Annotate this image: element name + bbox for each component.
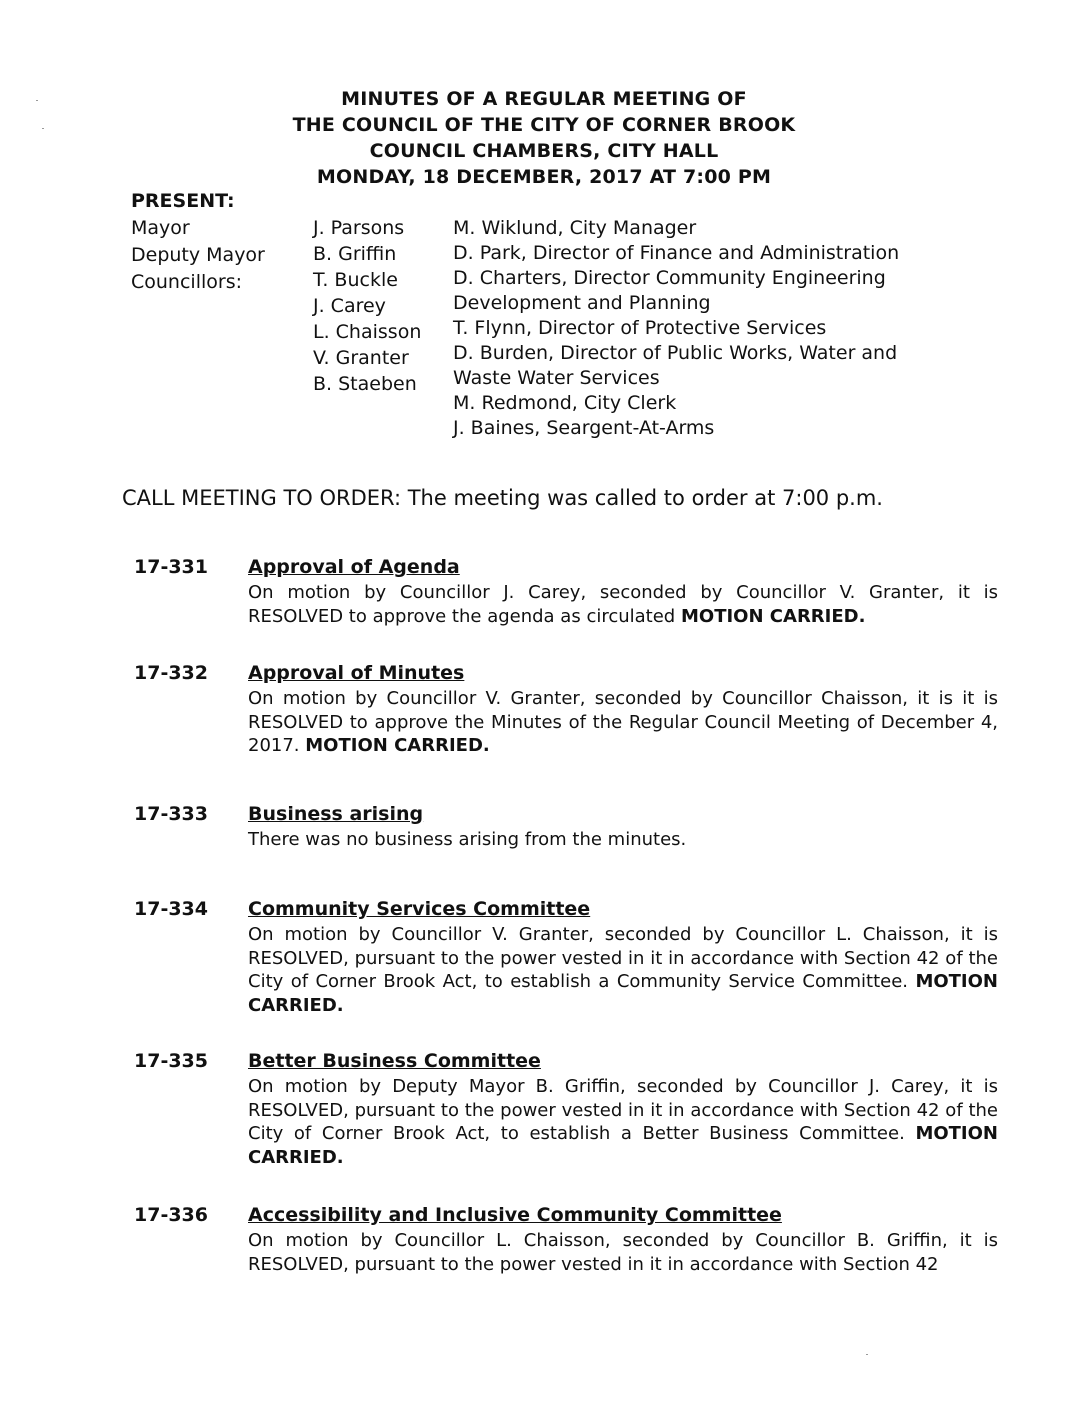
item-number: 17-335 <box>134 1050 208 1072</box>
item-title: Approval of Agenda <box>248 556 460 578</box>
attendee-name: V. Granter <box>313 347 409 369</box>
attendee-name: L. Chaisson <box>313 321 422 343</box>
heading-line-2: THE COUNCIL OF THE CITY OF CORNER BROOK <box>292 114 796 136</box>
attendee-name: J. Carey <box>313 295 386 317</box>
heading-line-1: MINUTES OF A REGULAR MEETING OF <box>341 88 747 110</box>
item-body <box>248 1075 998 1169</box>
staff-line: D. Charters, Director Community Engineering <box>453 267 886 289</box>
motion-result: MOTION CARRIED. <box>305 735 490 756</box>
attendee-name: J. Parsons <box>313 217 405 239</box>
item-body <box>248 828 998 852</box>
item-title: Approval of Minutes <box>248 662 465 684</box>
item-number: 17-336 <box>134 1204 208 1226</box>
item-title: Better Business Committee <box>248 1050 541 1072</box>
item-body <box>248 687 998 758</box>
item-text: There was no business arising from the minutes. <box>248 829 687 850</box>
attendee-names <box>313 216 421 398</box>
heading-line-3: COUNCIL CHAMBERS, CITY HALL <box>369 140 719 162</box>
item-number: 17-333 <box>134 803 208 825</box>
item-body <box>248 581 998 628</box>
staff-line: M. Redmond, City Clerk <box>453 392 677 414</box>
item-number: 17-334 <box>134 898 208 920</box>
attendee-roles <box>131 216 265 297</box>
present-label: PRESENT: <box>131 190 235 212</box>
motion-result: MOTION CARRIED. <box>248 971 998 1016</box>
item-title: Business arising <box>248 803 424 825</box>
attendee-name: B. Griffin <box>313 243 397 265</box>
attendee-name: T. Buckle <box>313 269 398 291</box>
item-body <box>248 923 998 1017</box>
role-label: Mayor <box>131 217 190 239</box>
staff-line: J. Baines, Seargent-At-Arms <box>453 417 715 439</box>
document-heading <box>0 86 1088 190</box>
item-body <box>248 1229 998 1276</box>
role-label: Deputy Mayor <box>131 244 265 266</box>
item-title: Accessibility and Inclusive Community Committee <box>248 1204 782 1226</box>
item-title: Community Services Committee <box>248 898 591 920</box>
item-number: 17-331 <box>134 556 208 578</box>
item-text: On motion by Councillor V. Granter, seconded by Councillor Chaisson, it is it is RESOLVED to approve the Minutes of the Regular Council Meeting of December 4, 2017. <box>248 688 998 756</box>
call-to-order: CALL MEETING TO ORDER: The meeting was called to order at 7:00 p.m. <box>122 486 883 510</box>
staff-line: D. Park, Director of Finance and Administration <box>453 242 900 264</box>
item-text: On motion by Councillor V. Granter, seconded by Councillor L. Chaisson, it is RESOLVED, pursuant to the power vested in it in accordance with Section 42 of the City of Corner Brook Act, to establish a Community Service Committee. <box>248 924 998 992</box>
staff-line: Development and Planning <box>453 292 711 314</box>
item-number: 17-332 <box>134 662 208 684</box>
role-label: Councillors: <box>131 271 242 293</box>
staff-list <box>453 216 899 441</box>
scan-speck <box>866 1354 868 1355</box>
scan-speck <box>36 100 38 101</box>
motion-result: MOTION CARRIED. <box>680 605 866 627</box>
staff-line: D. Burden, Director of Public Works, Water and <box>453 342 898 364</box>
item-text: On motion by Deputy Mayor B. Griffin, seconded by Councillor J. Carey, it is RESOLVED, pursuant to the power vested in it in accordance with Section 42 of the City of Corner Brook Act, to establish a Better Business Committee. <box>248 1076 998 1144</box>
staff-line: Waste Water Services <box>453 367 660 389</box>
staff-line: T. Flynn, Director of Protective Services <box>453 317 827 339</box>
item-text: On motion by Councillor L. Chaisson, seconded by Councillor B. Griffin, it is RESOLVED, pursuant to the power vested in it in accordance with Section 42 <box>248 1230 998 1275</box>
motion-result: MOTION CARRIED. <box>248 1123 998 1168</box>
heading-line-4: MONDAY, 18 DECEMBER, 2017 AT 7:00 PM <box>316 166 772 188</box>
item-text: On motion by Councillor J. Carey, seconded by Councillor V. Granter, it is RESOLVED to approve the agenda as circulated <box>248 582 998 627</box>
attendee-name: B. Staeben <box>313 373 417 395</box>
staff-line: M. Wiklund, City Manager <box>453 217 697 239</box>
scan-speck <box>42 128 44 129</box>
